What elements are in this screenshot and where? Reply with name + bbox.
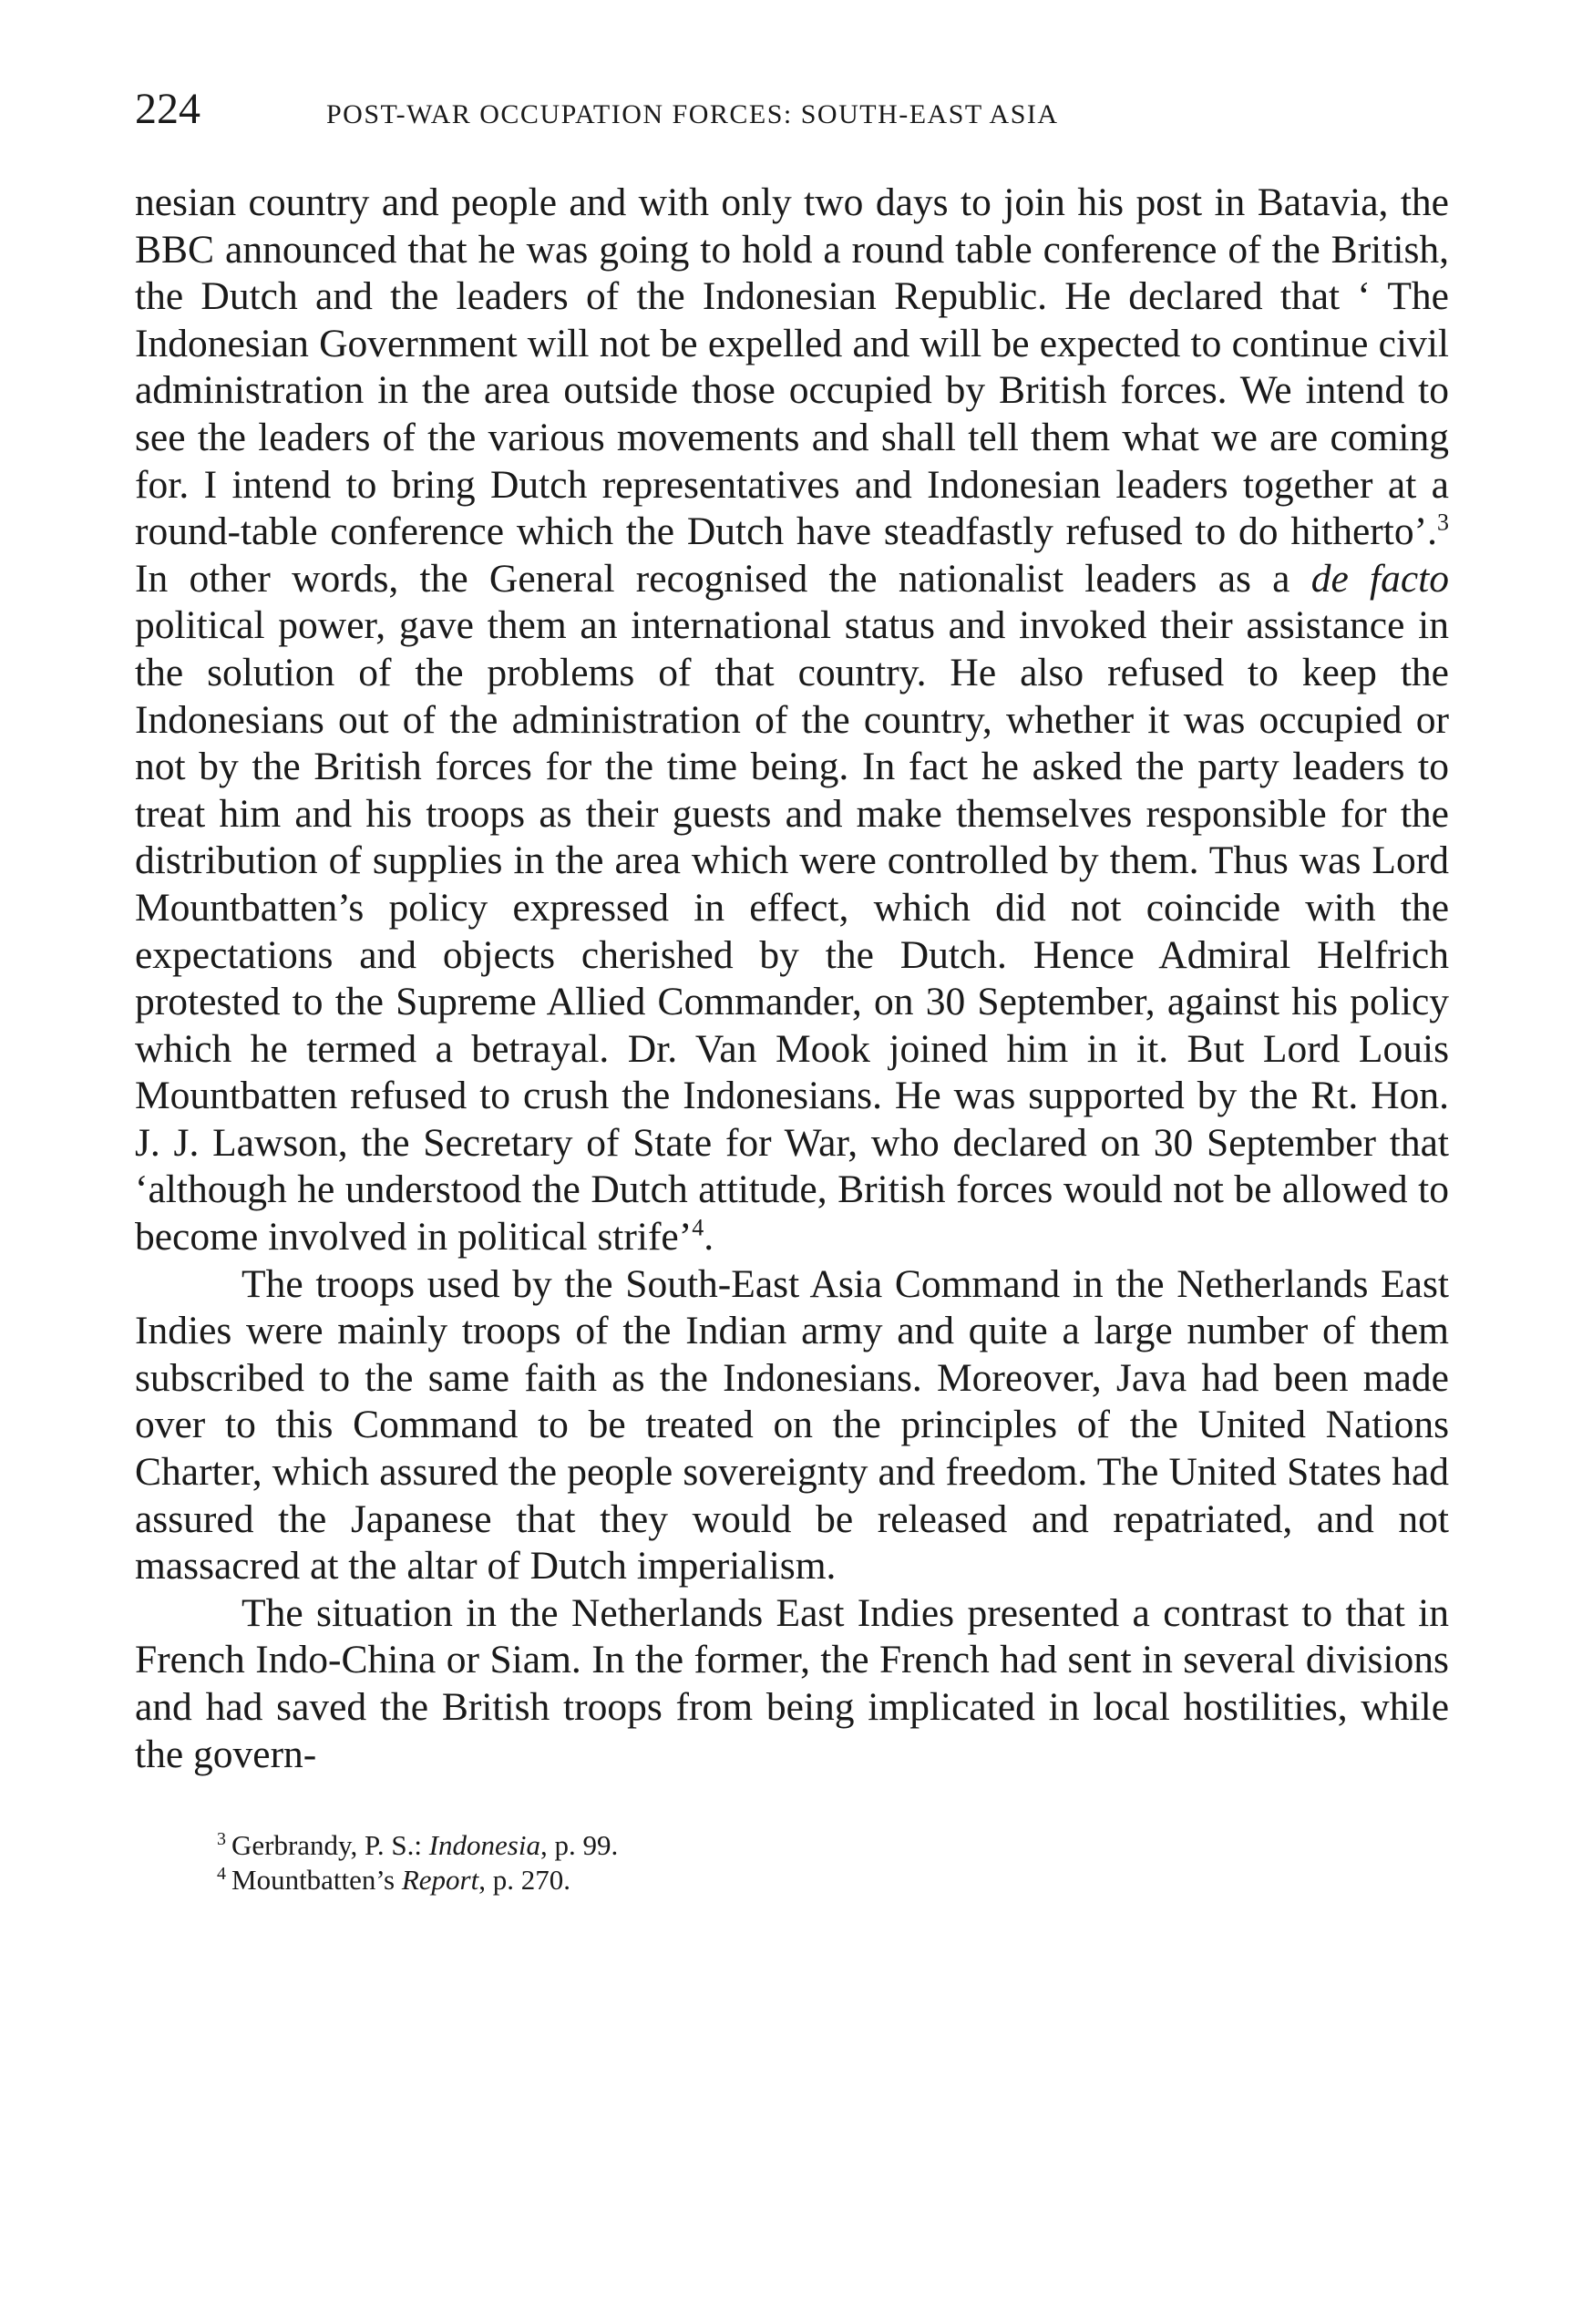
footnote-text: Mountbatten’s — [231, 1864, 402, 1897]
paragraph-1 — [135, 180, 1449, 1261]
body-text — [135, 180, 1449, 1778]
paragraph-1-text-c: political power, gave them an international status and invoked their assistance in the solution of the problems of that country. He also refused to keep the Indonesians out of the administration of the country, whether it was occupied or not by the British forces for the time being. In fact he asked the party leaders to treat him and his troops as their guests and make themselves responsible for the distribution of supplies in the area which were controlled by them. Thus was Lord Mountbatten’s policy expressed in effect, which did not coincide with the expectations and objects cherished by the Dutch. Hence Admiral Helfrich protested to the Supreme Allied Commander, on 30 September, against his policy which he termed a betrayal. Dr. Van Mook joined him in it. But Lord Louis Mountbatten refused to crush the Indonesians. He was supported by the Rt. Hon. J. J. Lawson, the Secretary of State for War, who declared on 30 September that ‘although he understood the Dutch attitude, British forces would not be allowed to become involved in political strife’ — [135, 603, 1449, 1260]
footnote-title: Indonesia — [428, 1829, 540, 1862]
running-head — [135, 77, 1449, 141]
footnote-marker: 3 — [217, 1828, 226, 1849]
book-page — [135, 77, 1449, 2265]
footnote-text: Gerbrandy, P. S.: — [231, 1829, 429, 1862]
footnote-title: Report — [401, 1864, 479, 1897]
paragraph-3: The situation in the Netherlands East Indies presented a contrast to that in French Indo-China or Siam. In the former, the French had sent in several divisions and had saved the British troops from being implicated in local hostilities, while the govern- — [135, 1590, 1449, 1776]
page-number: 224 — [135, 85, 200, 133]
footnote-ref-3: 3 — [1437, 509, 1449, 536]
paragraph-1-text-b: In other words, the General recognised the nationalist leaders as a — [135, 556, 1311, 601]
footnote-page: , p. 270. — [478, 1864, 570, 1897]
paragraph-1-text-d: . — [704, 1215, 714, 1260]
paragraph-2: The troops used by the South-East Asia Command in the Netherlands East Indies were mainly troops of the Indian army and quite a large number of them subscribed to the same faith as the Indonesians. Moreover, Java had been made over to this Command to be treated on the principles of the United Nations Charter, which assured the people sovereignty and freedom. The United States had assured the Japanese that they would be released and repatriated, and not massacred at the altar of Dutch imperialism. — [135, 1261, 1449, 1589]
italic-term: de facto — [1310, 556, 1449, 601]
footnote-4 — [217, 1863, 1449, 1897]
footnote-3 — [217, 1828, 1449, 1863]
running-title: POST-WAR OCCUPATION FORCES: SOUTH-EAST ASIA — [326, 99, 1059, 129]
footnote-page: , p. 99. — [539, 1829, 619, 1862]
footnote-ref-4: 4 — [692, 1214, 704, 1241]
footnote-marker: 4 — [217, 1863, 226, 1884]
footnotes — [135, 1828, 1449, 1897]
paragraph-1-text-a: nesian country and people and with only two days to join his post in Batavia, the BBC announced that he was going to hold a round table conference of the British, the Dutch and the leaders of the Indonesian Republic. He declared that ‘ The Indonesian Government will not be expelled and will be expected to continue civil administration in the area outside those occupied by British forces. We intend to see the leaders of the various movements and shall tell them what we are coming for. I intend to bring Dutch representatives and Indonesian leaders together at a round-table conference which the Dutch have steadfastly refused to do hitherto’. — [135, 180, 1449, 554]
